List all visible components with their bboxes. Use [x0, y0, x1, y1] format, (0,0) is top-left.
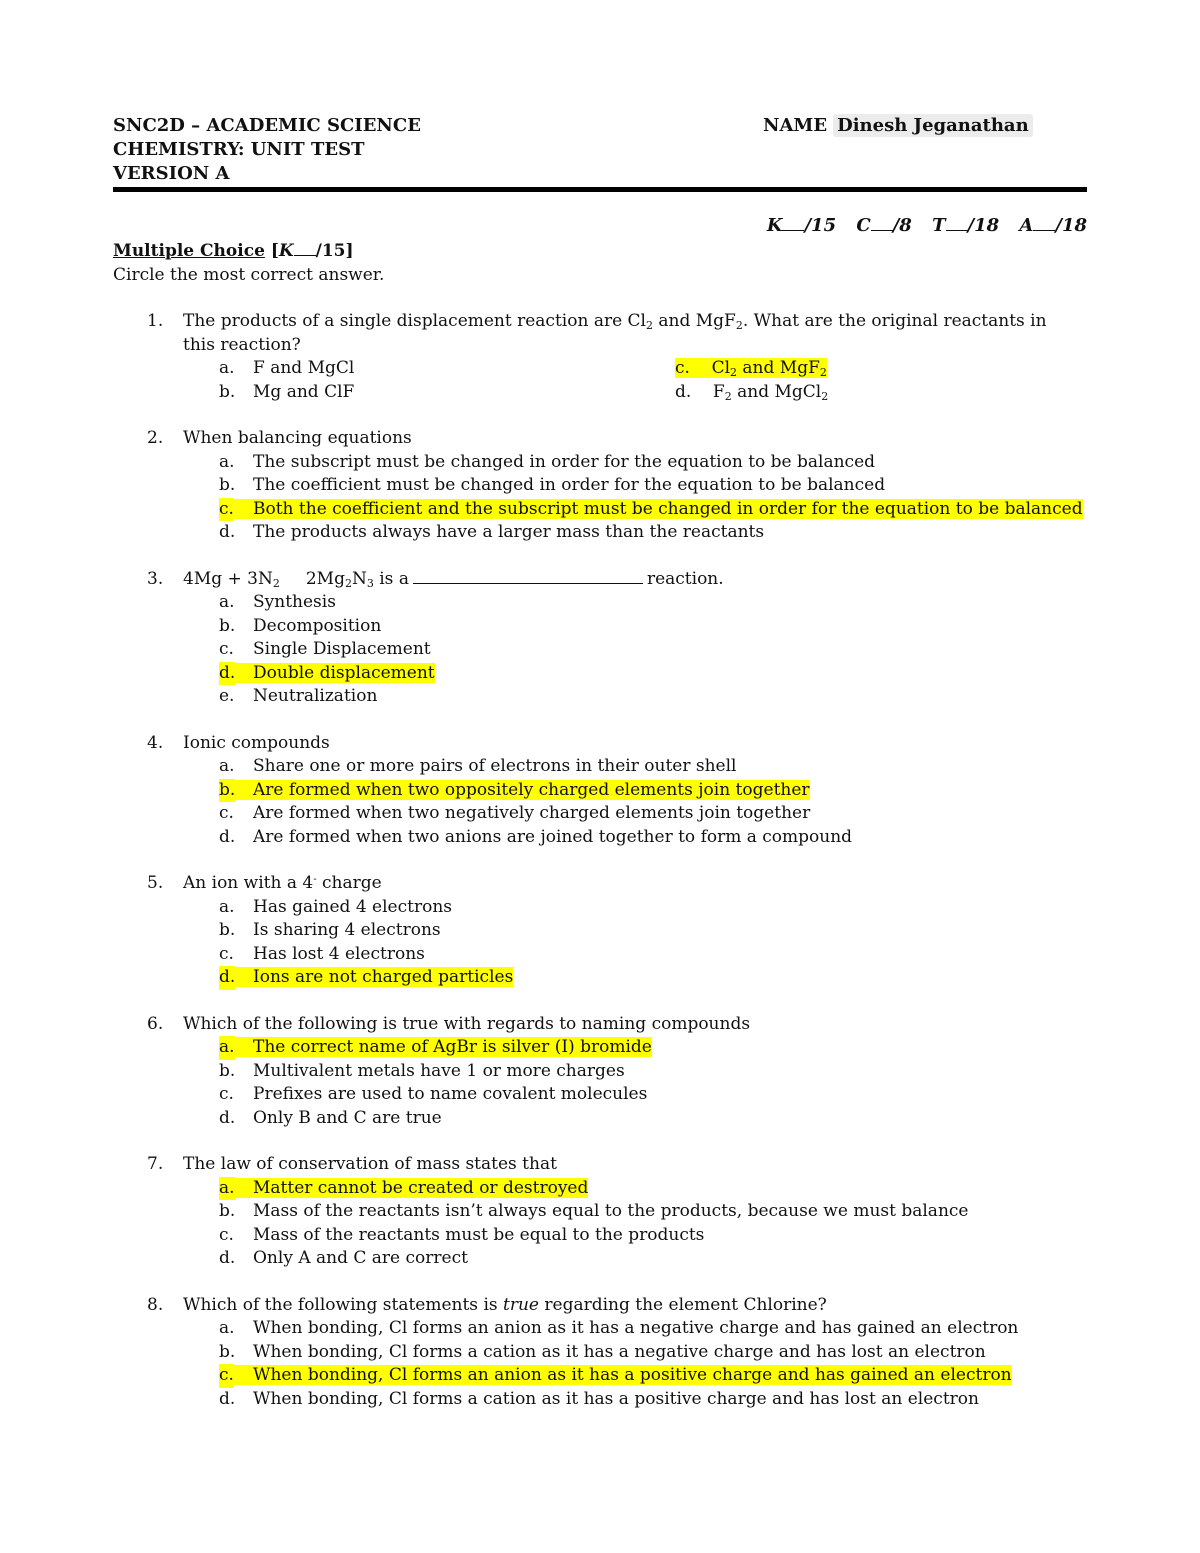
question-1	[113, 310, 1093, 404]
question-stem: 7. The law of conservation of mass states that	[113, 1153, 1093, 1177]
option-d[interactable]: d. $F_2$ and MgCl$_2$	[675, 381, 829, 403]
unit-title: CHEMISTRY: UNIT TEST	[113, 139, 365, 160]
question-stem: 3. $4Mg + 3N_2$ $2Mg_2N_3$ is a reaction.	[147, 568, 724, 590]
section-instruction: Circle the most correct answer.	[113, 265, 385, 285]
option-a[interactable]: a. Matter cannot be created or destroyed	[113, 1177, 1093, 1201]
question-number: 1.	[147, 311, 164, 331]
option-d[interactable]: d. The products always have a larger mass than the reactants	[219, 522, 765, 542]
name-label: NAME	[763, 115, 828, 136]
option-b[interactable]: b. Mass of the reactants isn’t always equal to the products, because we must balance	[219, 1201, 969, 1221]
option-c[interactable]: c. $Cl_2$ and MgF$_2$	[675, 358, 827, 379]
option-c[interactable]: c. Both the coefficient and the subscript must be changed in order for the equation to be balanced	[113, 498, 1093, 522]
question-7	[113, 1153, 1093, 1271]
course-title: SNC2D – ACADEMIC SCIENCE	[113, 115, 421, 136]
option-a[interactable]: a. Has gained 4 electrons	[219, 896, 453, 917]
question-stem: 8. Which of the following statements is true regarding the element Chlorine?	[113, 1294, 1093, 1318]
question-stem: 1. The products of a single displacement reaction are $Cl_2$ and MgF$_2$. What are the original reactants in this reaction?	[147, 311, 1047, 355]
question-5	[113, 872, 1093, 990]
option-a[interactable]: a. Synthesis	[219, 592, 336, 612]
option-c[interactable]: c. Has lost 4 electrons	[219, 943, 425, 964]
question-4	[113, 732, 1093, 850]
section-title: Multiple Choice [K /15]	[113, 241, 354, 261]
option-d[interactable]: d. Only A and C are correct	[219, 1248, 468, 1268]
question-number: 6.	[147, 1013, 164, 1034]
option-d[interactable]: d. Are formed when two anions are joined together to form a compound	[219, 826, 853, 847]
answer-blank[interactable]	[413, 583, 643, 584]
question-number: 4.	[147, 732, 164, 753]
question-stem: 2. When balancing equations	[113, 427, 1093, 451]
question-number: 3.	[147, 568, 164, 589]
option-b[interactable]: b. When bonding, Cl forms a cation as it has a negative charge and has lost an electron	[219, 1341, 986, 1362]
question-number: 7.	[147, 1154, 164, 1174]
option-a[interactable]: a. Share one or more pairs of electrons in their outer shell	[219, 756, 737, 776]
option-b[interactable]: b. Are formed when two oppositely charged elements join together	[113, 779, 1093, 803]
option-b[interactable]: b. Decomposition	[219, 615, 382, 636]
header-divider	[113, 187, 1087, 192]
option-c[interactable]: c. Prefixes are used to name covalent molecules	[219, 1084, 648, 1104]
option-b[interactable]: b. The coefficient must be changed in order for the equation to be balanced	[219, 475, 886, 495]
option-a[interactable]: a. The correct name of AgBr is silver (I) bromide	[113, 1036, 1093, 1060]
option-b[interactable]: b. Mg and ClF	[219, 381, 355, 402]
option-d[interactable]: d. Double displacement	[113, 662, 1093, 686]
option-d[interactable]: d. Only B and C are true	[219, 1107, 442, 1128]
question-8	[113, 1294, 1093, 1412]
score-summary	[753, 215, 1087, 236]
score-c: C /8	[856, 215, 912, 236]
option-c[interactable]: c. Are formed when two negatively charged elements join together	[219, 803, 811, 823]
question-2	[113, 427, 1093, 545]
option-e[interactable]: e. Neutralization	[219, 686, 378, 706]
option-b[interactable]: b. Is sharing 4 electrons	[219, 920, 441, 940]
option-d[interactable]: d. When bonding, Cl forms a cation as it has a positive charge and has lost an electron	[219, 1388, 979, 1409]
score-t: T /18	[932, 215, 1000, 236]
question-stem: 6. Which of the following is true with regards to naming compounds	[113, 1013, 1093, 1037]
score-a: A /18	[1019, 215, 1087, 236]
score-k: K /15	[766, 215, 837, 236]
section-header	[113, 239, 384, 287]
option-a[interactable]: a. The subscript must be changed in order for the equation to be balanced	[219, 451, 876, 472]
option-c[interactable]: c. Single Displacement	[219, 639, 431, 659]
question-6	[113, 1013, 1093, 1131]
name-field[interactable]: Dinesh Jeganathan	[833, 114, 1033, 137]
option-d[interactable]: d. Ions are not charged particles	[113, 966, 1093, 990]
question-stem: 4. Ionic compounds	[113, 732, 1093, 756]
option-c[interactable]: c. Mass of the reactants must be equal to the products	[219, 1224, 705, 1245]
question-stem: 5. An ion with a 4- charge	[113, 872, 1093, 896]
question-number: 8.	[147, 1294, 164, 1315]
question-number: 5.	[147, 873, 164, 893]
version-label: VERSION A	[113, 163, 230, 184]
option-b[interactable]: b. Multivalent metals have 1 or more charges	[219, 1060, 625, 1081]
name-block	[763, 114, 1033, 138]
question-number: 2.	[147, 428, 164, 448]
header-left	[113, 114, 421, 186]
option-a[interactable]: a. When bonding, Cl forms an anion as it has a negative charge and has gained an electron	[219, 1318, 1019, 1338]
question-3	[113, 568, 1093, 709]
option-c[interactable]: c. When bonding, Cl forms an anion as it has a positive charge and has gained an electron	[113, 1364, 1093, 1388]
option-a[interactable]: a. F and MgCl	[219, 358, 355, 378]
question-list	[113, 310, 1093, 1434]
